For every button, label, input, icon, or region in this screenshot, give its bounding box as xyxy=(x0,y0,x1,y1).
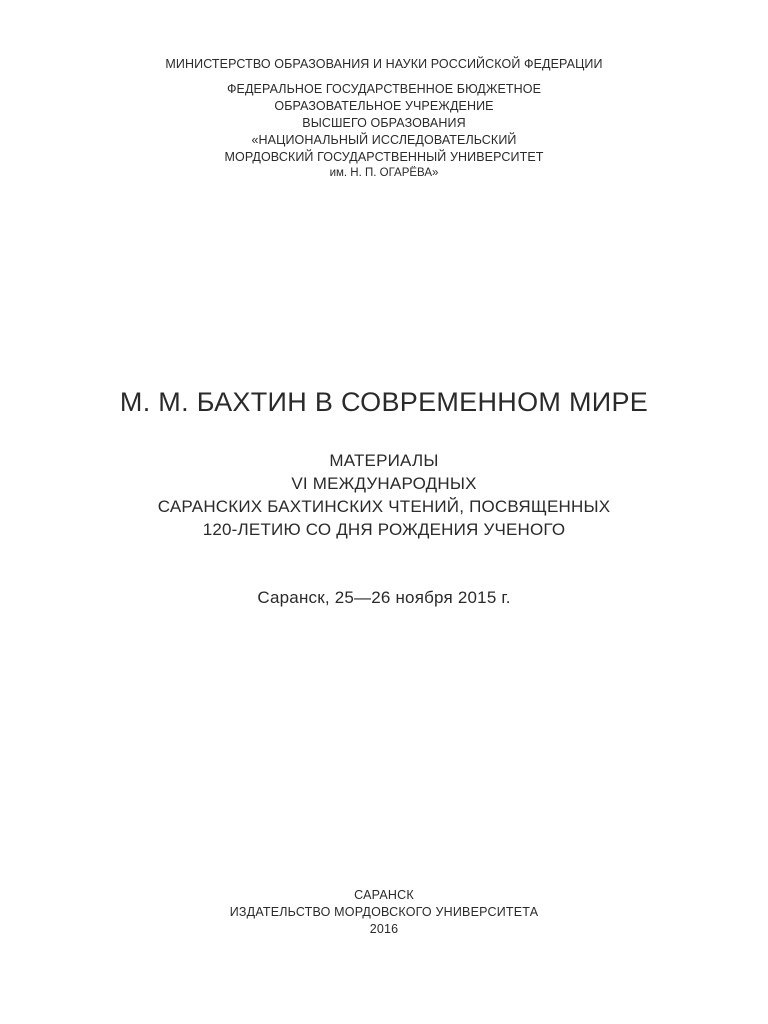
institution-line-2: ОБРАЗОВАТЕЛЬНОЕ УЧРЕЖДЕНИЕ xyxy=(274,99,494,113)
footer-publisher: ИЗДАТЕЛЬСТВО МОРДОВСКОГО УНИВЕРСИТЕТА xyxy=(229,905,539,919)
footer-year: 2016 xyxy=(369,922,399,936)
subtitle-line-3: САРАНСКИХ БАХТИНСКИХ ЧТЕНИЙ, ПОСВЯЩЕННЫХ xyxy=(157,497,611,516)
institution-line-1: ФЕДЕРАЛЬНОЕ ГОСУДАРСТВЕННОЕ БЮДЖЕТНОЕ xyxy=(226,82,542,96)
institution-line-4: «НАЦИОНАЛЬНЫЙ ИССЛЕДОВАТЕЛЬСКИЙ xyxy=(251,133,517,147)
subtitle-line-4: 120-ЛЕТИЮ СО ДНЯ РОЖДЕНИЯ УЧЕНОГО xyxy=(202,520,566,539)
subtitle-line-2: VI МЕЖДУНАРОДНЫХ xyxy=(291,474,477,493)
institution-line-5: МОРДОВСКИЙ ГОСУДАРСТВЕННЫЙ УНИВЕРСИТЕТ xyxy=(224,150,544,164)
footer-city: САРАНСК xyxy=(354,888,414,902)
institution-line-3: ВЫСШЕГО ОБРАЗОВАНИЯ xyxy=(302,116,466,130)
ministry-name: МИНИСТЕРСТВО ОБРАЗОВАНИЯ И НАУКИ РОССИЙСКОЙ ФЕДЕРАЦИИ xyxy=(165,57,603,71)
institution-line-6: им. Н. П. ОГАРЁВА» xyxy=(329,167,439,179)
place-date: Саранск, 25—26 ноября 2015 г. xyxy=(257,588,511,607)
book-title: М. М. БАХТИН В СОВРЕМЕННОМ МИРЕ xyxy=(119,387,649,417)
subtitle-line-1: МАТЕРИАЛЫ xyxy=(329,451,439,470)
